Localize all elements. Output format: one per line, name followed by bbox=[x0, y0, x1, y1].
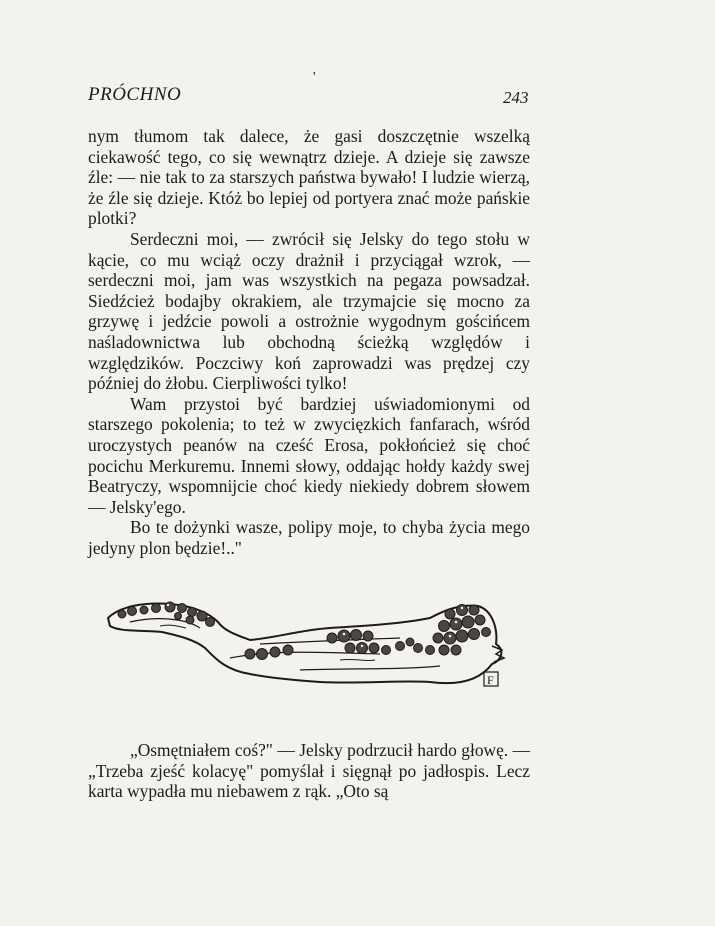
continuation-text bbox=[88, 740, 530, 802]
illustration-monogram: F bbox=[487, 673, 494, 687]
paragraph: Bo te dożynki wasze, polipy moje, to chyba życia mego jedyny plon będzie!.." bbox=[88, 517, 530, 558]
page-mark: ' bbox=[313, 70, 316, 85]
paragraph: „Osmętniałem coś?" — Jelsky podrzucił hardo głowę. — „Trzeba zjeść kolacyę" pomyślał i sięgnął po jadłospis. Lecz karta wypadła mu niebawem z rąk. „Oto są bbox=[88, 740, 530, 802]
mushroom-log-illustration-icon bbox=[100, 588, 510, 700]
paragraph: nym tłumom tak dalece, że gasi doszczętnie wszelką ciekawość tego, co się wewnątrz dzieje. A dzieje się zawsze źle: — nie tak to za starszych państwa bywało! I ludzie wierzą, że źle się dzieje. Któż bo lepiej od portyera znać może pańskie plotki? bbox=[88, 126, 530, 229]
paragraph: Serdeczni moi, — zwrócił się Jelsky do tego stołu w kącie, co mu wciąż oczy drażnił i przyciągał wzrok, — serdeczni moi, jam was wszystkich na pegaza powsadzał. Siedźcież bodajby okrakiem, ale trzymajcie się mocno za grzywę i jedźcie powoli a ostrożnie wygodnym gościńcem naśladownictwa lub obchodną ścieżką względów i względzików. Poczciwy koń zaprowadzi was prędzej czy później do żłobu. Cierpliwości tylko! bbox=[88, 228, 530, 394]
paragraph: Wam przystoi być bardziej uświadomionymi od starszego pokolenia; to też w zwycięzkich fanfarach, wśród uroczystych peanów na cześć Erosa, pokłońcież się choć pocichu Merkuremu. Innemi słowy, oddając hołdy każdy swej Beatryczy, wspomnijcie choć kiedy niekiedy dobrem słowem — Jelsky'ego. bbox=[88, 393, 530, 517]
running-title: PRÓCHNO bbox=[88, 84, 182, 105]
main-text bbox=[88, 126, 530, 558]
page-number: 243 bbox=[503, 88, 529, 107]
